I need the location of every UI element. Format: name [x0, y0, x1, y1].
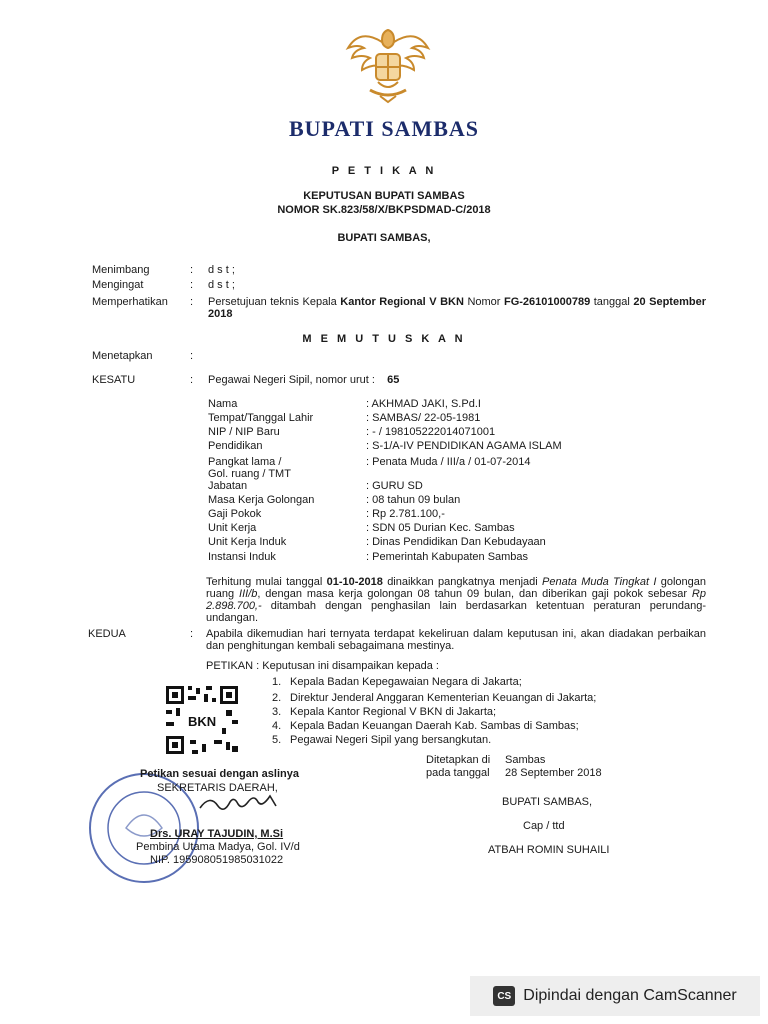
memperhatikan-label: Memperhatikan: [92, 296, 168, 308]
menimbang-value: d s t ;: [208, 264, 235, 276]
bupati-sign-title: BUPATI SAMBAS,: [502, 796, 593, 808]
bupati-heading: BUPATI SAMBAS,: [337, 232, 431, 244]
ditetapkan-label: Ditetapkan di: [426, 754, 491, 766]
menimbang-label: Menimbang: [92, 264, 150, 276]
sekretaris-daerah: SEKRETARIS DAERAH,: [157, 782, 278, 794]
distribution-item: 4. Kepala Badan Keuangan Daerah Kab. Sambas di Sambas;: [272, 720, 579, 732]
colon: :: [190, 374, 194, 386]
sekda-rank: Pembina Utama Madya, Gol. IV/d: [136, 841, 300, 853]
kesatu-intro: Pegawai Negeri Sipil, nomor urut : 65: [208, 374, 400, 386]
distribution-item: 3. Kepala Kantor Regional V BKN di Jakarta;: [272, 706, 497, 718]
keputusan-heading: KEPUTUSAN BUPATI SAMBAS: [303, 190, 465, 202]
document-title: BUPATI SAMBAS: [288, 116, 480, 141]
colon: :: [190, 350, 194, 362]
distribution-item: 5. Pegawai Negeri Sipil yang bersangkutan.: [272, 734, 492, 746]
mengingat-value: d s t ;: [208, 279, 235, 291]
petikan-intro: PETIKAN : Keputusan ini disampaikan kepada :: [206, 660, 439, 672]
colon: :: [190, 628, 194, 640]
ditetapkan-value: Sambas: [505, 754, 546, 766]
kedua-text: Apabila dikemudian hari ternyata terdapat kekeliruan dalam keputusan ini, akan diadakan perbaikan dan penghitungan kembali sebagaimana mestinya.: [206, 628, 706, 652]
camscanner-text: Dipindai dengan CamScanner: [523, 987, 737, 1004]
colon: :: [190, 264, 194, 276]
signature-icon: [196, 790, 296, 816]
memutuskan-heading: M E M U T U S K A N: [302, 333, 466, 345]
kesatu-label: KESATU: [92, 374, 136, 386]
sekda-nip: NIP. 195908051985031022: [150, 854, 284, 866]
sekda-name: Drs. URAY TAJUDIN, M.Si: [150, 828, 284, 840]
terhitung-paragraph: Terhitung mulai tanggal 01-10-2018 dinaikkan pangkatnya menjadi Penata Muda Tingkat I golongan ruang III/b, dengan masa kerja golongan 08 tahun 09 bulan, dan diberikan gaji pokok sebesar Rp 2.898.700,- ditambah dengan penghasilan lain berdasarkan ketentuan peraturan perundang-undangan.: [206, 576, 706, 624]
cap-ttd: Cap / ttd: [523, 820, 565, 832]
qr-code: [164, 684, 240, 756]
memperhatikan-text: Persetujuan teknis Kepala Kantor Regional V BKN Nomor FG-26101000789 tanggal 20 September 2018: [208, 296, 706, 320]
menetapkan-label: Menetapkan: [92, 350, 153, 362]
distribution-item: 2. Direktur Jenderal Anggaran Kementerian Keuangan di Jakarta;: [272, 692, 597, 704]
garuda-emblem-icon: [340, 24, 436, 106]
camscanner-banner: [470, 976, 760, 1016]
tanggal-label: pada tanggal: [426, 767, 490, 779]
petikan-sesuai: Petikan sesuai dengan aslinya: [140, 768, 299, 780]
colon: :: [190, 296, 194, 308]
qr-bkn-label: BKN: [188, 714, 217, 729]
petikan-heading: P E T I K A N: [331, 165, 437, 177]
mengingat-label: Mengingat: [92, 279, 144, 291]
camscanner-logo-icon: CS: [493, 986, 515, 1006]
bupati-name: ATBAH ROMIN SUHAILI: [488, 844, 610, 856]
distribution-item: 1. Kepala Badan Kepegawaian Negara di Jakarta;: [272, 676, 522, 688]
tanggal-value: 28 September 2018: [505, 767, 602, 779]
nomor-heading: NOMOR SK.823/58/X/BKPSDMAD-C/2018: [277, 204, 491, 216]
kedua-label: KEDUA: [88, 628, 126, 640]
colon: :: [190, 279, 194, 291]
